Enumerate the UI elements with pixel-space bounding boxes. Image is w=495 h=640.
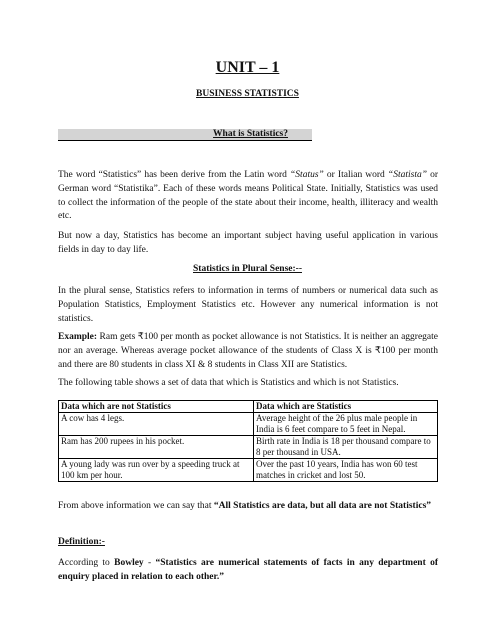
intro-paragraph-1: The word “Statistics” has been derive from the Latin word “Status” or Italian word “Statista” or German word “Statistika”. Each of these words means Political State. Initially, Statistics was used to collect the information of the people of the state about their income, health, illiteracy and wealth etc. xyxy=(58,170,439,222)
conclusion-paragraph: From above information we can say that “All Statistics are data, but all data are not Statistics” xyxy=(58,501,432,511)
example-label: Example: xyxy=(58,332,98,342)
definition-paragraph: According to Bowley - “Statistics are numerical statements of facts in any department of enquiry placed in relation to each other.” xyxy=(58,558,438,582)
table-row xyxy=(59,413,438,436)
table-row xyxy=(59,436,438,459)
table-row xyxy=(59,459,438,482)
statistics-comparison-table xyxy=(58,400,438,482)
table-cell: A young lady was run over by a speeding truck at 100 km per hour. xyxy=(59,459,254,482)
plural-paragraph: In the plural sense, Statistics refers to information in terms of numbers or numerical data such as Population Statistics, Employment Statistics etc. However any numerical information is not statistics. xyxy=(58,286,438,324)
column-header-statistics: Data which are Statistics xyxy=(254,401,438,413)
definition-heading: Definition:- xyxy=(58,537,105,547)
table-cell: A cow has 4 legs. xyxy=(59,413,254,436)
table-cell: Average height of the 26 plus male people in India is 6 feet compare to 5 feet in Nepal. xyxy=(254,413,438,436)
intro-paragraph-2: But now a day, Statistics has become an important subject having useful application in various fields in day to day life. xyxy=(58,231,438,255)
page-subtitle: BUSINESS STATISTICS xyxy=(196,89,299,99)
section-heading-what-is: What is Statistics? xyxy=(213,129,288,139)
table-cell: Ram has 200 rupees in his pocket. xyxy=(59,436,254,459)
table-cell: Birth rate in India is 18 per thousand compare to 8 per thousand in USA. xyxy=(254,436,438,459)
table-cell: Over the past 10 years, India has won 60 test matches in cricket and lost 50. xyxy=(254,459,438,482)
plural-sense-heading: Statistics in Plural Sense:-- xyxy=(193,264,302,274)
table-intro: The following table shows a set of data that which is Statistics and which is not Statistics. xyxy=(58,378,399,388)
column-header-not-statistics: Data which are not Statistics xyxy=(59,401,254,413)
page-title: UNIT – 1 xyxy=(215,59,280,76)
table-header-row xyxy=(59,401,438,413)
example-paragraph: Example: Ram gets ₹100 per month as pocket allowance is not Statistics. It is neither an aggregate nor an average. Whereas average pocket allowance of the students of Class X is ₹100 per month and there are 80 students in class XI & 8 students in Class XII are Statistics. xyxy=(58,332,438,370)
